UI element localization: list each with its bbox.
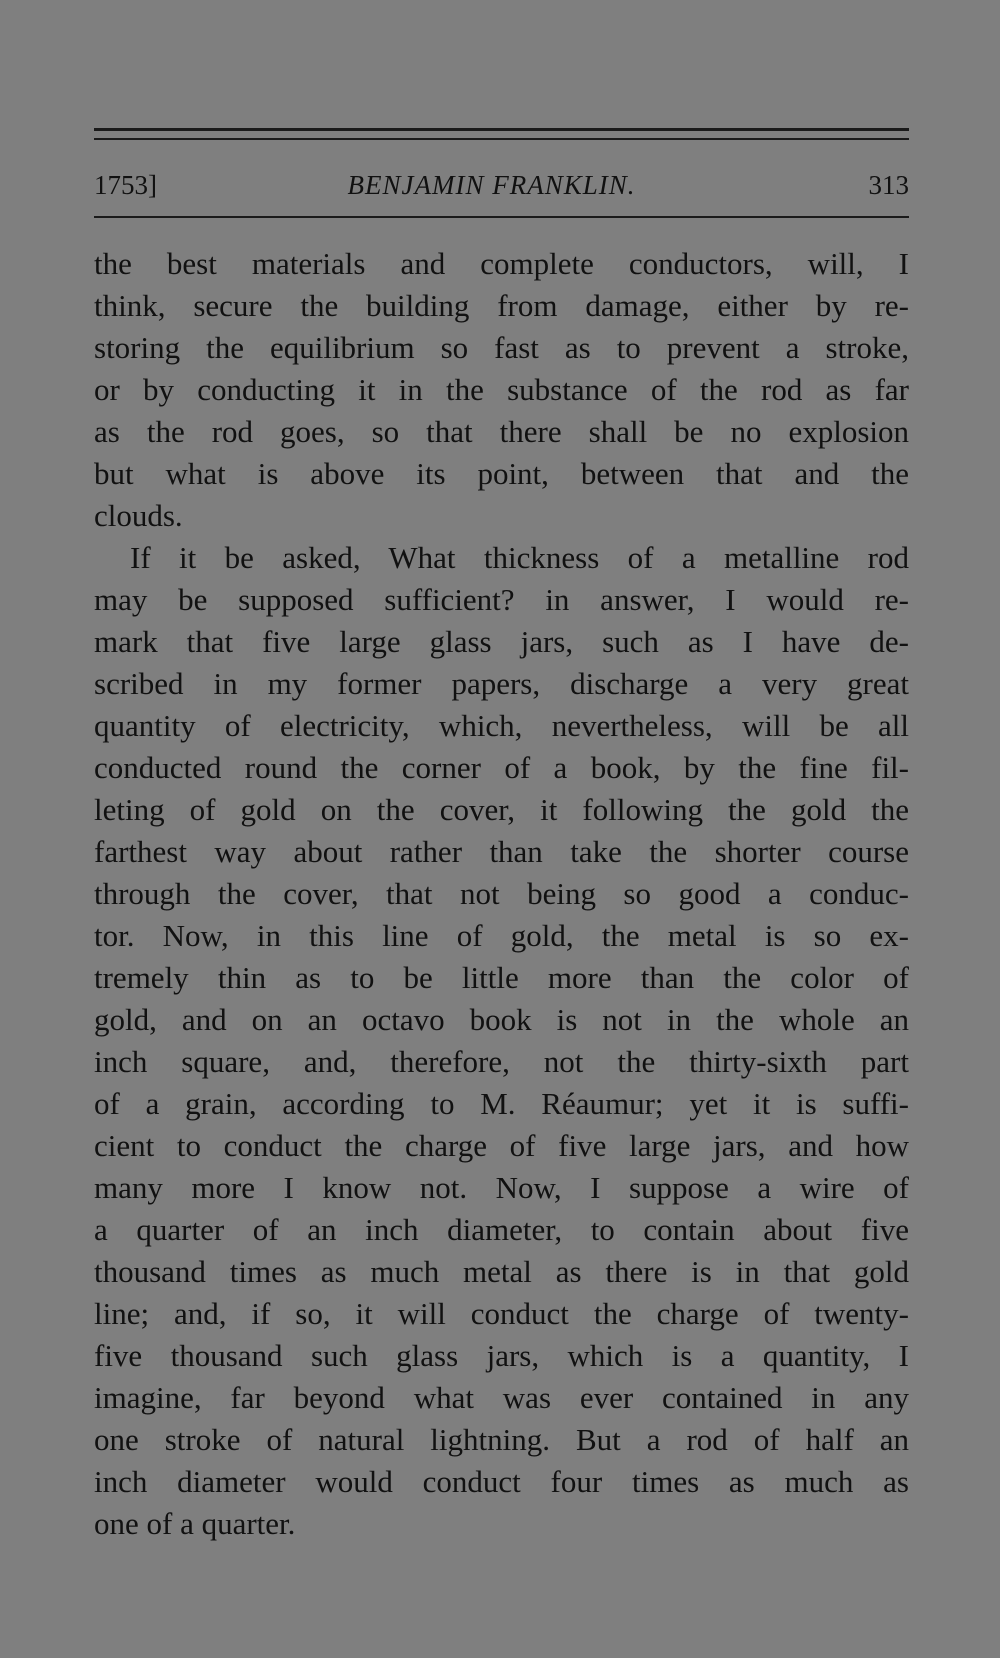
text-line: quantity of electricity, which, nevertheless, will be all <box>94 708 909 743</box>
text-line: as the rod goes, so that there shall be no explosion <box>94 414 909 449</box>
text-line: inch diameter would conduct four times as much as <box>94 1464 909 1499</box>
page-number: 313 <box>868 170 909 200</box>
header-rule <box>94 216 909 218</box>
text-line: leting of gold on the cover, it following the gold the <box>94 792 909 827</box>
text-line: inch square, and, therefore, not the thirty-sixth part <box>94 1044 909 1079</box>
text-line: cient to conduct the charge of five large jars, and how <box>94 1128 909 1163</box>
text-line: conducted round the corner of a book, by the fine fil- <box>94 750 909 785</box>
text-line: clouds. <box>94 498 183 533</box>
text-line: storing the equilibrium so fast as to prevent a stroke, <box>94 330 909 365</box>
text-line: farthest way about rather than take the shorter course <box>94 834 909 869</box>
text-line: mark that five large glass jars, such as I have de- <box>94 624 909 659</box>
text-line: five thousand such glass jars, which is a quantity, I <box>94 1338 909 1373</box>
text-line: but what is above its point, between that and the <box>94 456 909 491</box>
text-line: tor. Now, in this line of gold, the metal is so ex- <box>94 918 909 953</box>
paragraph-2 <box>94 537 909 1545</box>
text-line: one stroke of natural lightning. But a rod of half an <box>94 1422 909 1457</box>
running-head <box>94 165 909 205</box>
top-rule <box>94 128 909 131</box>
text-line: gold, and on an octavo book is not in the whole an <box>94 1002 909 1037</box>
top-rule-thin <box>94 138 909 140</box>
header-title: BENJAMIN FRANKLIN. <box>347 170 636 200</box>
text-line: many more I know not. Now, I suppose a wire of <box>94 1170 909 1205</box>
text-line: a quarter of an inch diameter, to contain about five <box>94 1212 909 1247</box>
body-text <box>94 243 909 1545</box>
text-line: imagine, far beyond what was ever contained in any <box>94 1380 909 1415</box>
header-year: 1753] <box>94 170 157 200</box>
text-line: one of a quarter. <box>94 1506 296 1541</box>
text-line: or by conducting it in the substance of the rod as far <box>94 372 909 407</box>
text-line: of a grain, according to M. Réaumur; yet it is suffi- <box>94 1086 909 1121</box>
text-line: the best materials and complete conductors, will, I <box>94 246 909 281</box>
text-line: thousand times as much metal as there is in that gold <box>94 1254 909 1289</box>
text-line: tremely thin as to be little more than the color of <box>94 960 909 995</box>
paragraph-1 <box>94 243 909 537</box>
text-line: line; and, if so, it will conduct the charge of twenty- <box>94 1296 909 1331</box>
text-line: think, secure the building from damage, either by re- <box>94 288 909 323</box>
text-line: If it be asked, What thickness of a metalline rod <box>130 540 909 575</box>
text-line: through the cover, that not being so good a conduc- <box>94 876 909 911</box>
text-line: scribed in my former papers, discharge a very great <box>94 666 909 701</box>
text-line: may be supposed sufficient? in answer, I would re- <box>94 582 909 617</box>
